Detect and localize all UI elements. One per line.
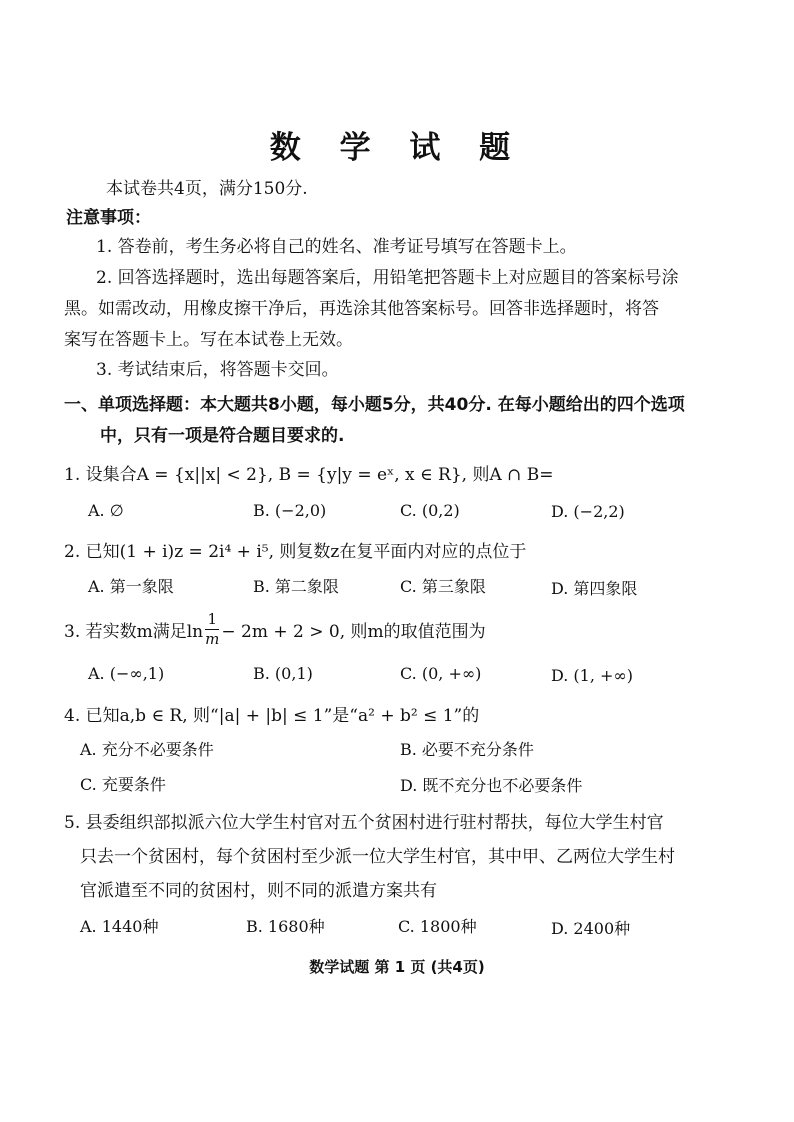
notice-item-1: 1. 答卷前，考生务必将自己的姓名、准考证号填写在答题卡上。 (96, 237, 577, 257)
question-5-line-2: 只去一个贫困村，每个贫困村至少派一位大学生村官，其中甲、乙两位大学生村 (80, 847, 675, 867)
question-3-stem-post: − 2m + 2 > 0, 则m的取值范围为 (221, 621, 486, 642)
question-5-line-1: 5. 县委组织部拟派六位大学生村官对五个贫困村进行驻村帮扶，每位大学生村官 (64, 813, 664, 833)
fraction (205, 609, 220, 648)
question-3-option-b: B. (0,1) (253, 664, 313, 683)
question-4-option-d: D. 既不充分也不必要条件 (400, 776, 583, 795)
question-3-option-d: D. (1, +∞) (551, 666, 633, 685)
question-5-line-3: 官派遣至不同的贫困村，则不同的派遣方案共有 (80, 881, 437, 901)
question-5-option-d: D. 2400种 (551, 919, 631, 938)
intro-text: 本试卷共4页，满分150分. (106, 179, 308, 199)
question-2-option-a: A. 第一象限 (88, 577, 174, 596)
fraction-denominator: m (205, 629, 220, 648)
question-1-stem: 1. 设集合A = {x||x| < 2}, B = {y|y = eˣ, x ∈ R}, 则A ∩ B= (64, 465, 554, 485)
question-1-option-a: A. ∅ (88, 501, 124, 520)
notice-item-2-cont: 黑。如需改动，用橡皮擦干净后，再选涂其他答案标号。回答非选择题时，将答 (64, 299, 659, 319)
question-2-stem: 2. 已知(1 + i)z = 2i⁴ + i⁵, 则复数z在复平面内对应的点位于 (64, 542, 527, 562)
question-5-option-c: C. 1800种 (398, 917, 477, 936)
notice-heading: 注意事项： (66, 208, 151, 228)
question-4-option-b: B. 必要不充分条件 (400, 740, 534, 759)
notice-item-2: 2. 回答选择题时，选出每题答案后，用铅笔把答题卡上对应题目的答案标号涂 (96, 268, 679, 288)
question-5-option-b: B. 1680种 (246, 917, 325, 936)
notice-item-2-cont2: 案写在答题卡上。写在本试卷上无效。 (64, 330, 353, 350)
question-3-stem (64, 607, 486, 651)
notice-item-3: 3. 考试结束后，将答题卡交回。 (96, 360, 339, 380)
question-2-option-b: B. 第二象限 (253, 577, 339, 596)
question-3-stem-pre: 3. 若实数m满足ln (64, 621, 204, 642)
question-3-option-c: C. (0, +∞) (400, 664, 482, 683)
question-5-option-a: A. 1440种 (80, 917, 159, 936)
question-1-option-d: D. (−2,2) (551, 502, 625, 521)
question-4-stem: 4. 已知a,b ∈ R, 则“|a| + |b| ≤ 1”是“a² + b² ≤ 1”的 (64, 706, 480, 726)
question-2-option-d: D. 第四象限 (551, 579, 638, 598)
question-4-option-a: A. 充分不必要条件 (80, 740, 214, 759)
question-4-option-c: C. 充要条件 (80, 775, 166, 794)
page-title: 数 学 试 题 (269, 130, 525, 166)
question-1-option-b: B. (−2,0) (253, 501, 327, 520)
fraction-numerator: 1 (205, 612, 219, 630)
section-heading-cont: 中，只有一项是符合题目要求的. (100, 426, 345, 446)
question-1-option-c: C. (0,2) (400, 501, 460, 520)
page-footer: 数学试题 第 1 页 (共4页) (309, 958, 485, 976)
section-heading: 一、单项选择题：本大题共8小题，每小题5分，共40分. 在每小题给出的四个选项 (64, 395, 685, 415)
question-3-option-a: A. (−∞,1) (88, 664, 165, 683)
question-2-option-c: C. 第三象限 (400, 577, 486, 596)
